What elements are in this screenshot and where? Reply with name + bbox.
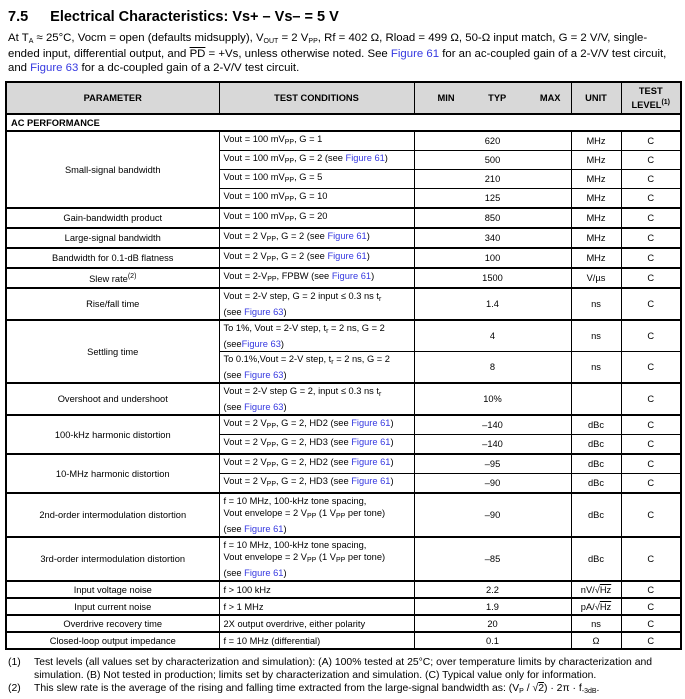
parameter-cell: Gain-bandwidth product — [6, 208, 219, 228]
typ-value-cell: –95 — [414, 454, 571, 474]
header-row — [6, 82, 681, 114]
subscript: PP — [284, 196, 295, 204]
table-row — [6, 268, 681, 288]
table-row — [6, 248, 681, 268]
typ-value-cell: –90 — [414, 493, 571, 537]
condition-cell: f = 10 MHz (differential) — [219, 632, 414, 649]
condition-cell: f > 1 MHz — [219, 598, 414, 615]
parameter-cell: 2nd-order intermodulation distortion — [6, 493, 219, 537]
parameter-cell: Input voltage noise — [6, 581, 219, 598]
test-level-cell: C — [621, 435, 681, 455]
footnote — [8, 683, 677, 699]
unit-cell: ns — [571, 615, 621, 632]
test-level-cell: C — [621, 131, 681, 151]
condition-cell: Vout = 2 $V_{PP}$, G = 2, HD2 (see Figure 61) — [219, 454, 414, 474]
unit-cell — [571, 383, 621, 415]
unit-cell: ns — [571, 320, 621, 352]
section-number: 7.5 — [8, 9, 29, 25]
typ-value-cell: 2.2 — [414, 581, 571, 598]
test-level-cell: C — [621, 581, 681, 598]
condition-cell: Vout = 100 $mV_{PP}$, G = 10 — [219, 189, 414, 209]
typ-value-cell: 8 — [414, 352, 571, 384]
condition-cell: f = 10 MHz, 100-kHz tone spacing, Vout envelope = 2 $V_{PP}$ (1 $V_{PP}$ per tone) (see Figure 61) — [219, 493, 414, 537]
typ-value-cell: 500 — [414, 151, 571, 170]
subscript: r — [331, 359, 334, 367]
unit-cell: MHz — [571, 248, 621, 268]
condition-cell: Vout = $2-V_{PP}$, FPBW (see Figure 61) — [219, 268, 414, 288]
condition-cell: To 0.1%,Vout = 2-V step, $t_r = 2$ ns, G = 2 (see Figure 63) — [219, 352, 414, 384]
typ-value-cell: 125 — [414, 189, 571, 209]
subscript: PP — [266, 442, 277, 450]
header-unit: UNIT — [571, 82, 621, 114]
condition-cell: f = 10 MHz, 100-kHz tone spacing, Vout envelope = 2 $V_{PP}$ (1 $V_{PP}$ per tone) (see Figure 61) — [219, 537, 414, 581]
unit-cell: nV/√Hz — [571, 581, 621, 598]
condition-cell: f > 100 kHz — [219, 581, 414, 598]
subscript: PP — [335, 513, 346, 521]
typ-value-cell: –90 — [414, 474, 571, 494]
header-test-level: TEST LEVEL$^{(1)}$ — [621, 82, 681, 114]
typ-value-cell: 1.4 — [414, 288, 571, 320]
figure-link[interactable]: Figure 61 — [351, 418, 391, 429]
header-min-typ-max — [414, 82, 571, 114]
table-header — [6, 82, 681, 114]
figure-link[interactable]: Figure 61 — [351, 476, 391, 487]
test-level-cell: C — [621, 598, 681, 615]
electrical-characteristics-table — [5, 81, 682, 650]
figure-link[interactable]: Figure 61 — [327, 231, 367, 242]
test-level-cell: C — [621, 228, 681, 248]
parameter-cell: Input current noise — [6, 598, 219, 615]
condition-cell: Vout = 2 $V_{PP}$, G = 2 (see Figure 61) — [219, 228, 414, 248]
figure-link[interactable]: Figure 61 — [327, 251, 367, 262]
parameter-cell: 100-kHz harmonic distortion — [6, 415, 219, 454]
parameter-cell: 10-MHz harmonic distortion — [6, 454, 219, 493]
table-row — [6, 581, 681, 598]
typ-value-cell: –85 — [414, 537, 571, 581]
test-level-cell: C — [621, 151, 681, 170]
header-max: MAX — [539, 93, 561, 104]
typ-value-cell: –140 — [414, 435, 571, 455]
typ-value-cell: 10% — [414, 383, 571, 415]
subscript: PP — [266, 481, 277, 489]
table-row — [6, 615, 681, 632]
condition-cell: Vout = 100 $mV_{PP}$, G = 2 (see Figure 61) — [219, 151, 414, 170]
test-level-cell: C — [621, 352, 681, 384]
unit-cell: dBc — [571, 435, 621, 455]
header-min: MIN — [437, 93, 455, 104]
overline-text: Hz — [599, 601, 612, 612]
test-level-cell: C — [621, 537, 681, 581]
table-row — [6, 383, 681, 415]
subscript: PP — [335, 557, 346, 565]
subscript: -3dB — [581, 688, 597, 696]
test-level-cell: C — [621, 268, 681, 288]
test-level-cell: C — [621, 493, 681, 537]
parameter-cell: Settling time — [6, 320, 219, 383]
footnote — [8, 657, 677, 682]
subscript: r — [379, 391, 382, 399]
typ-value-cell: 340 — [414, 228, 571, 248]
subscript: OUT — [263, 38, 279, 45]
figure-link[interactable]: Figure 63 — [244, 307, 284, 318]
parameter-cell: Bandwidth for 0.1-dB flatness — [6, 248, 219, 268]
section-label: AC PERFORMANCE — [6, 114, 681, 131]
footnote-number: (1) — [8, 657, 21, 669]
table-row — [6, 493, 681, 537]
subscript: PP — [306, 557, 317, 565]
typ-value-cell: 20 — [414, 615, 571, 632]
table-row — [6, 131, 681, 151]
test-level-cell: C — [621, 320, 681, 352]
table-row — [6, 598, 681, 615]
unit-cell: dBc — [571, 454, 621, 474]
figure-link[interactable]: Figure 61 — [351, 437, 391, 448]
subscript: PP — [266, 423, 277, 431]
test-level-cell: C — [621, 383, 681, 415]
condition-cell: Vout = 2-V step, G = 2 input ≤ 0.3 ns $t_r$ (see Figure 63) — [219, 288, 414, 320]
unit-cell: V/µs — [571, 268, 621, 288]
typ-value-cell: 1.9 — [414, 598, 571, 615]
unit-cell: dBc — [571, 537, 621, 581]
parameter-cell: 3rd-order intermodulation distortion — [6, 537, 219, 581]
test-level-cell: C — [621, 415, 681, 435]
typ-value-cell: 850 — [414, 208, 571, 228]
parameter-cell: Rise/fall time — [6, 288, 219, 320]
unit-cell: dBc — [571, 493, 621, 537]
typ-value-cell: 4 — [414, 320, 571, 352]
subscript: PP — [308, 38, 318, 45]
test-level-cell: C — [621, 288, 681, 320]
table-row — [6, 415, 681, 435]
test-level-cell: C — [621, 615, 681, 632]
unit-cell: MHz — [571, 151, 621, 170]
typ-value-cell: 0.1 — [414, 632, 571, 649]
subscript: PP — [266, 236, 277, 244]
test-level-cell: C — [621, 632, 681, 649]
figure-link[interactable]: Figure 61 — [390, 48, 440, 61]
subscript: PP — [284, 139, 295, 147]
overline-text: Hz — [599, 584, 612, 595]
subscript: P — [519, 688, 524, 696]
typ-value-cell: 100 — [414, 248, 571, 268]
test-level-cell: C — [621, 208, 681, 228]
unit-cell: dBc — [571, 415, 621, 435]
unit-cell: ns — [571, 288, 621, 320]
condition-cell: Vout = 2 $V_{PP}$, G = 2, HD3 (see Figure 61) — [219, 435, 414, 455]
condition-cell: Vout = 2 $V_{PP}$, G = 2, HD3 (see Figure 61) — [219, 474, 414, 494]
overline-text: $\overline{PD}$ — [189, 48, 206, 61]
footnotes — [8, 657, 677, 699]
header-parameter: PARAMETER — [6, 82, 219, 114]
subscript: A — [28, 38, 34, 45]
figure-link[interactable]: Figure 61 — [345, 153, 385, 164]
table-row — [6, 320, 681, 352]
parameter-cell: Overdrive recovery time — [6, 615, 219, 632]
parameter-cell: Overshoot and undershoot — [6, 383, 219, 415]
header-typ: TYP — [488, 93, 507, 104]
figure-link[interactable]: Figure 63 — [30, 61, 79, 74]
subscript: r — [379, 296, 382, 304]
condition-cell: Vout = 100 $mV_{PP}$, G = 20 — [219, 208, 414, 228]
section-title: Electrical Characteristics: Vs+ – Vs– = 5 V — [50, 9, 339, 25]
typ-value-cell: –140 — [414, 415, 571, 435]
test-level-cell: C — [621, 474, 681, 494]
figure-link[interactable]: Figure 63 — [244, 370, 284, 381]
figure-link[interactable]: Figure 61 — [244, 524, 284, 535]
subscript: PP — [266, 256, 277, 264]
subscript: r — [326, 328, 329, 336]
condition-cell: Vout = 100 $mV_{PP}$, G = 1 — [219, 131, 414, 151]
parameter-cell: Closed-loop output impedance — [6, 632, 219, 649]
unit-cell: MHz — [571, 228, 621, 248]
unit-cell: MHz — [571, 131, 621, 151]
figure-link[interactable]: Figure 61 — [331, 271, 372, 282]
unit-cell: MHz — [571, 189, 621, 209]
table-row — [6, 288, 681, 320]
test-level-cell: C — [621, 248, 681, 268]
table-body — [6, 114, 681, 649]
unit-cell: dBc — [571, 474, 621, 494]
footnote-number: (2) — [8, 683, 21, 695]
subscript: PP — [284, 216, 295, 224]
figure-link[interactable]: Figure 61 — [244, 568, 284, 579]
parameter-cell: Large-signal bandwidth — [6, 228, 219, 248]
parameter-cell: Small-signal bandwidth — [6, 131, 219, 208]
subscript: PP — [306, 513, 317, 521]
test-level-cell: C — [621, 189, 681, 209]
footnote-text: This slew rate is the average of the rising and falling time extracted from the large-signal bandwidth as: $(V_P / √2) \cdot 2\pi \cdot f_{-3dB}$. — [34, 683, 600, 696]
unit-cell: pA/√Hz — [571, 598, 621, 615]
footnote-text: Test levels (all values set by characterization and simulation): (A) 100% tested at 25°C; over temperature limits by characterization and simulation. (B) Not tested in production; limits set by characterization and simulation. (C) Typical value only for information. — [34, 657, 653, 681]
table-row — [6, 228, 681, 248]
figure-link[interactable]: Figure 63 — [241, 339, 281, 350]
condition-cell: To 1%, Vout = 2-V step, $t_r = 2$ ns, G = 2 (seeFigure 63) — [219, 320, 414, 352]
figure-link[interactable]: Figure 61 — [351, 457, 391, 468]
condition-cell: Vout = 2 $V_{PP}$, G = 2 (see Figure 61) — [219, 248, 414, 268]
unit-cell: ns — [571, 352, 621, 384]
test-level-cell: C — [621, 454, 681, 474]
typ-value-cell: 620 — [414, 131, 571, 151]
table-row — [6, 208, 681, 228]
header-test-conditions: TEST CONDITIONS — [219, 82, 414, 114]
overline-text: 2 — [538, 683, 544, 695]
test-level-cell: C — [621, 170, 681, 189]
unit-cell: MHz — [571, 208, 621, 228]
section-row — [6, 114, 681, 131]
unit-cell: Ω — [571, 632, 621, 649]
condition-cell: 2X output overdrive, either polarity — [219, 615, 414, 632]
table-row — [6, 537, 681, 581]
parameter-cell: Slew rate$^{(2)}$ — [6, 268, 219, 288]
subscript: PP — [284, 158, 295, 166]
condition-cell: Vout = 2-V step G = 2, input ≤ 0.3 ns $t_r$ (see Figure 63) — [219, 383, 414, 415]
subscript: PP — [267, 276, 277, 284]
condition-cell: Vout = 100 $mV_{PP}$, G = 5 — [219, 170, 414, 189]
figure-link[interactable]: Figure 63 — [244, 402, 284, 413]
subscript: PP — [284, 177, 295, 185]
typ-value-cell: 210 — [414, 170, 571, 189]
subscript: PP — [266, 462, 277, 470]
condition-cell: Vout = 2 $V_{PP}$, G = 2, HD2 (see Figure 61) — [219, 415, 414, 435]
unit-cell: MHz — [571, 170, 621, 189]
page-title — [8, 9, 685, 25]
table-row — [6, 454, 681, 474]
intro-paragraph: At $T_A \approx 25^\circ C$, Vocm = open (defaults midsupply), $V_{OUT} = 2$ $V_{PP}$, Rf = 402 Ω, Rload = 499 Ω, 50-Ω input match, G = 2 V/V, single-ended input, differential output, and $\overline{PD} = +Vs$, unless otherwise noted. See Figure 61 for an ac-coupled gain of a 2-V/V test circuit, and Figure 63 for a dc-coupled gain of a 2-V/V test circuit. — [8, 32, 667, 74]
superscript: (2) — [127, 273, 137, 281]
table-row — [6, 632, 681, 649]
typ-value-cell: 1500 — [414, 268, 571, 288]
